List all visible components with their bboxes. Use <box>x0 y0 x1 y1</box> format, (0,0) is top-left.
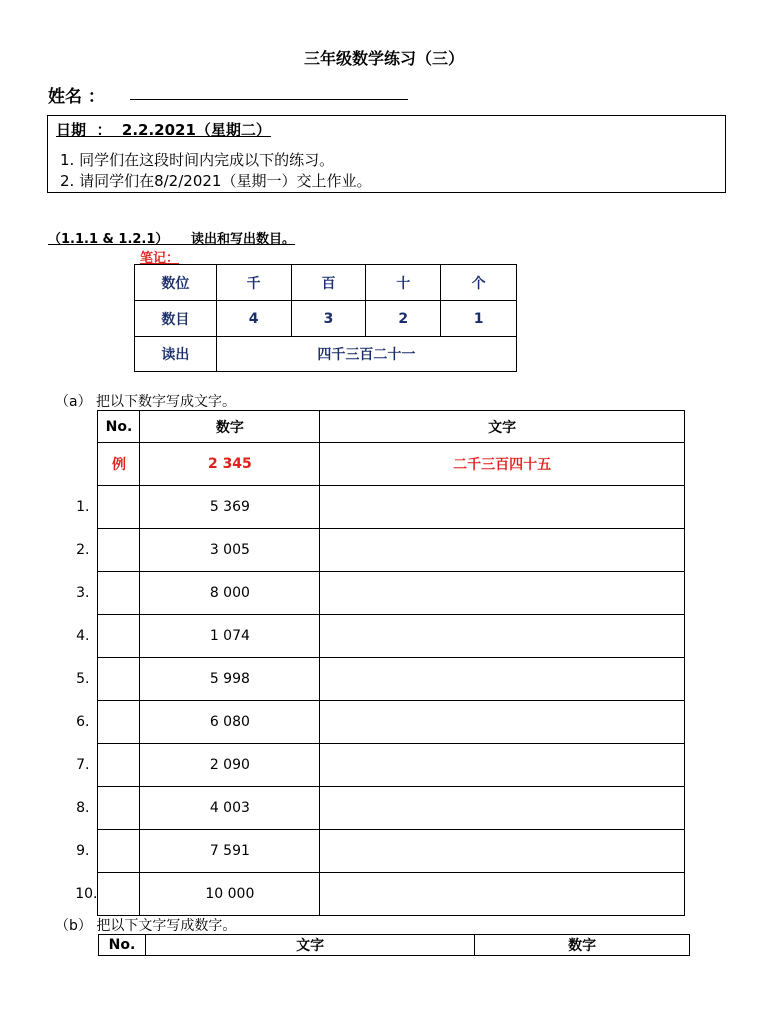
blank-cell <box>98 615 140 658</box>
row-number: 3. <box>76 585 90 601</box>
blank-cell <box>98 830 140 873</box>
answer-cell[interactable] <box>320 744 685 787</box>
instruction-line: 1. 同学们在这段时间内完成以下的练习。 <box>60 151 335 169</box>
number-cell: 8 000 <box>140 572 320 615</box>
row-header: 读出 <box>135 337 217 372</box>
note-label: 笔记： <box>140 251 180 266</box>
worksheet-title: 三年级数学练习（三） <box>303 49 464 68</box>
answer-cell[interactable] <box>320 572 685 615</box>
row-number: 8. <box>76 800 90 816</box>
number-cell: 1 074 <box>140 615 320 658</box>
place-cell: 百 <box>291 265 366 301</box>
part-b-instruction: （b） 把以下文字写成数字。 <box>55 918 237 934</box>
place-cell: 千 <box>216 265 291 301</box>
header-number: 数字 <box>475 935 690 956</box>
answer-cell[interactable] <box>320 787 685 830</box>
row-header: 数位 <box>135 265 217 301</box>
answer-cell[interactable] <box>320 658 685 701</box>
part-b-table <box>98 934 690 956</box>
row-number: 5. <box>76 671 90 687</box>
number-cell: 7 591 <box>140 830 320 873</box>
row-number: 1. <box>76 499 90 515</box>
digit-cell: 4 <box>216 301 291 337</box>
info-box <box>47 115 726 193</box>
example-label: 例 <box>98 443 140 486</box>
blank-cell <box>98 658 140 701</box>
row-header: 数目 <box>135 301 217 337</box>
example-words: 二千三百四十五 <box>320 443 685 486</box>
answer-cell[interactable] <box>320 701 685 744</box>
name-blank-line[interactable] <box>130 99 408 100</box>
answer-cell[interactable] <box>320 873 685 916</box>
number-cell: 2 090 <box>140 744 320 787</box>
part-a-table <box>55 410 685 916</box>
instruction-line: 2. 请同学们在8/2/2021（星期一）交上作业。 <box>60 172 372 190</box>
blank-cell <box>98 701 140 744</box>
row-number: 7. <box>76 757 90 773</box>
digit-cell: 3 <box>291 301 366 337</box>
date-text: 日期 ： 2.2.2021（星期二） <box>56 121 271 139</box>
row-number: 4. <box>76 628 90 644</box>
name-label: 姓名 ： <box>48 87 105 107</box>
row-number: 9. <box>76 843 90 859</box>
blank-cell <box>98 486 140 529</box>
blank-cell <box>98 529 140 572</box>
answer-cell[interactable] <box>320 830 685 873</box>
header-words: 文字 <box>320 411 685 443</box>
example-number: 2 345 <box>140 443 320 486</box>
spacer <box>55 443 98 486</box>
number-cell: 5 998 <box>140 658 320 701</box>
header-words: 文字 <box>145 935 474 956</box>
row-number: 6. <box>76 714 90 730</box>
blank-cell <box>98 787 140 830</box>
row-number: 2. <box>76 542 90 558</box>
spacer <box>55 411 98 443</box>
header-number: 数字 <box>140 411 320 443</box>
blank-cell <box>98 572 140 615</box>
number-cell: 3 005 <box>140 529 320 572</box>
digit-cell: 2 <box>366 301 441 337</box>
answer-cell[interactable] <box>320 486 685 529</box>
digit-cell: 1 <box>441 301 517 337</box>
place-value-table <box>134 264 517 372</box>
reading-cell: 四千三百二十一 <box>216 337 516 372</box>
number-cell: 6 080 <box>140 701 320 744</box>
part-a-instruction: （a） 把以下数字写成文字。 <box>55 394 237 410</box>
place-cell: 十 <box>366 265 441 301</box>
blank-cell <box>98 744 140 787</box>
blank-cell <box>98 873 140 916</box>
place-cell: 个 <box>441 265 517 301</box>
header-no: No. <box>99 935 146 956</box>
number-cell: 10 000 <box>140 873 320 916</box>
number-cell: 4 003 <box>140 787 320 830</box>
section-heading: （1.1.1 & 1.2.1） 读出和写出数目。 <box>48 232 296 247</box>
header-no: No. <box>98 411 140 443</box>
number-cell: 5 369 <box>140 486 320 529</box>
row-number: 10. <box>75 886 98 902</box>
answer-cell[interactable] <box>320 615 685 658</box>
answer-cell[interactable] <box>320 529 685 572</box>
